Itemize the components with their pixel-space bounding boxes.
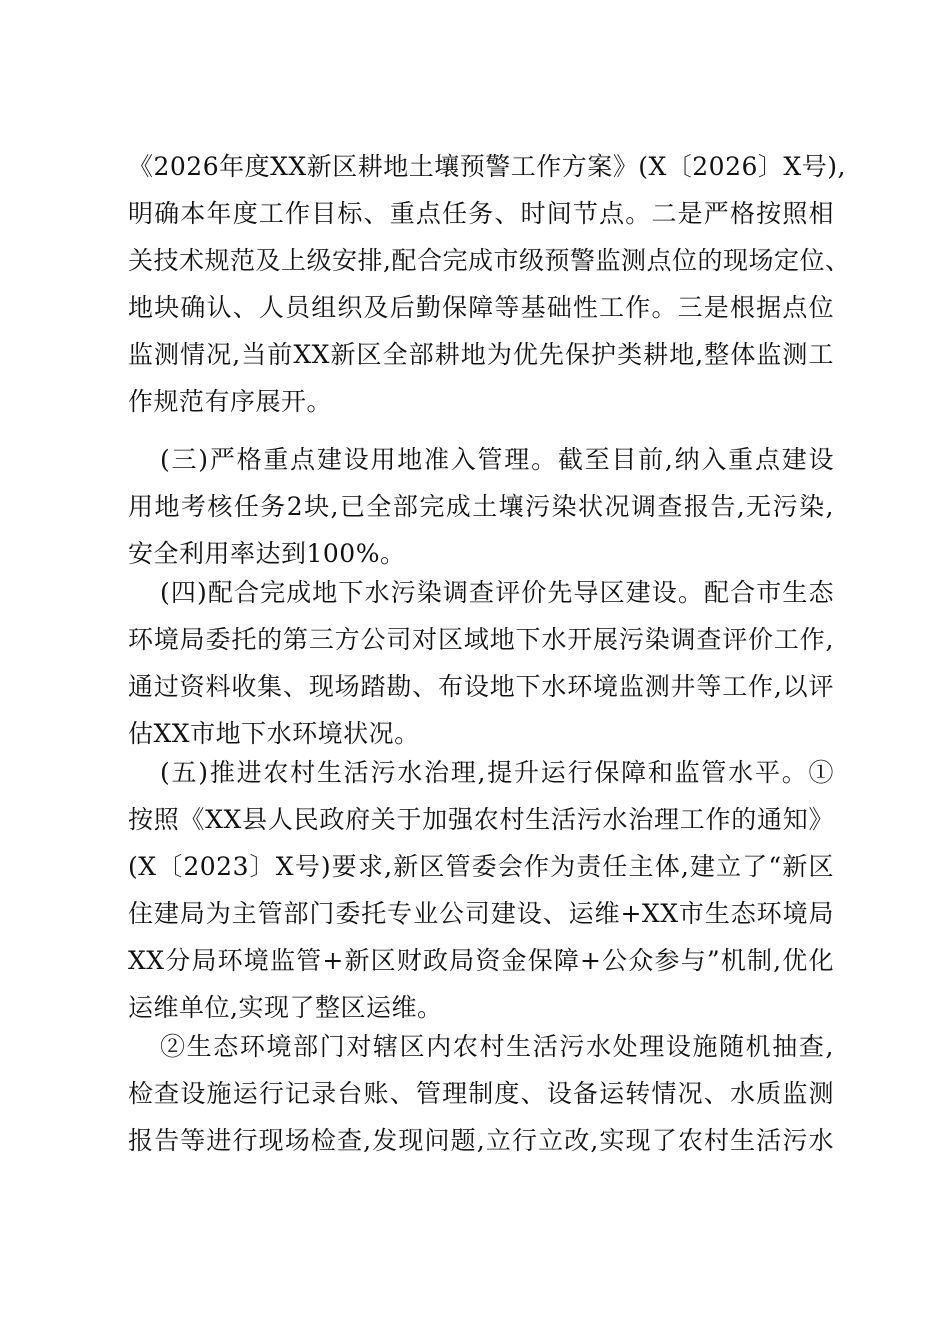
section-heading-line: (四)配合完成地下水污染调查评价先导区建设。配合市生态 — [160, 578, 834, 607]
text-line: 明确本年度工作目标、重点任务、时间节点。二是严格按照相 — [128, 199, 834, 228]
paragraph-start-line: ②生态环境部门对辖区内农村生活污水处理设施随机抽查, — [160, 1032, 834, 1061]
text-line: 地块确认、人员组织及后勤保障等基础性工作。三是根据点位 — [128, 293, 834, 322]
text-line: 检查设施运行记录台账、管理制度、设备运转情况、水质监测 — [128, 1079, 834, 1108]
text-line: 环境局委托的第三方公司对区域地下水开展污染调查评价工作, — [128, 625, 834, 654]
text-line: 用地考核任务2块,已全部完成土壤污染状况调查报告,无污染, — [128, 492, 834, 521]
text-line: 通过资料收集、现场踏勘、布设地下水环境监测井等工作,以评 — [128, 672, 834, 701]
text-line: (X〔2023〕X号)要求,新区管委会作为责任主体,建立了“新区 — [128, 852, 834, 881]
section-heading-line: (三)严格重点建设用地准入管理。截至目前,纳入重点建设 — [160, 445, 834, 474]
text-line: 《2026年度XX新区耕地土壤预警工作方案》(X〔2026〕X号), — [128, 152, 846, 181]
text-line: 作规范有序展开。 — [128, 387, 333, 416]
text-line: 按照《XX县人民政府关于加强农村生活污水治理工作的通知》 — [128, 805, 834, 834]
text-line: XX分局环境监管+新区财政局资金保障+公众参与”机制,优化 — [128, 946, 834, 975]
section-heading-line: (五)推进农村生活污水治理,提升运行保障和监管水平。① — [160, 758, 834, 787]
text-line: 报告等进行现场检查,发现问题,立行立改,实现了农村生活污水 — [128, 1126, 834, 1155]
text-line: 安全利用率达到100%。 — [128, 539, 406, 568]
text-line: 估XX市地下水环境状况。 — [128, 719, 420, 748]
text-line: 关技术规范及上级安排,配合完成市级预警监测点位的现场定位、 — [128, 246, 851, 275]
text-line: 监测情况,当前XX新区全部耕地为优先保护类耕地,整体监测工 — [128, 340, 834, 369]
text-line: 住建局为主管部门委托专业公司建设、运维+XX市生态环境局 — [128, 899, 834, 928]
text-line: 运维单位,实现了整区运维。 — [128, 993, 443, 1022]
